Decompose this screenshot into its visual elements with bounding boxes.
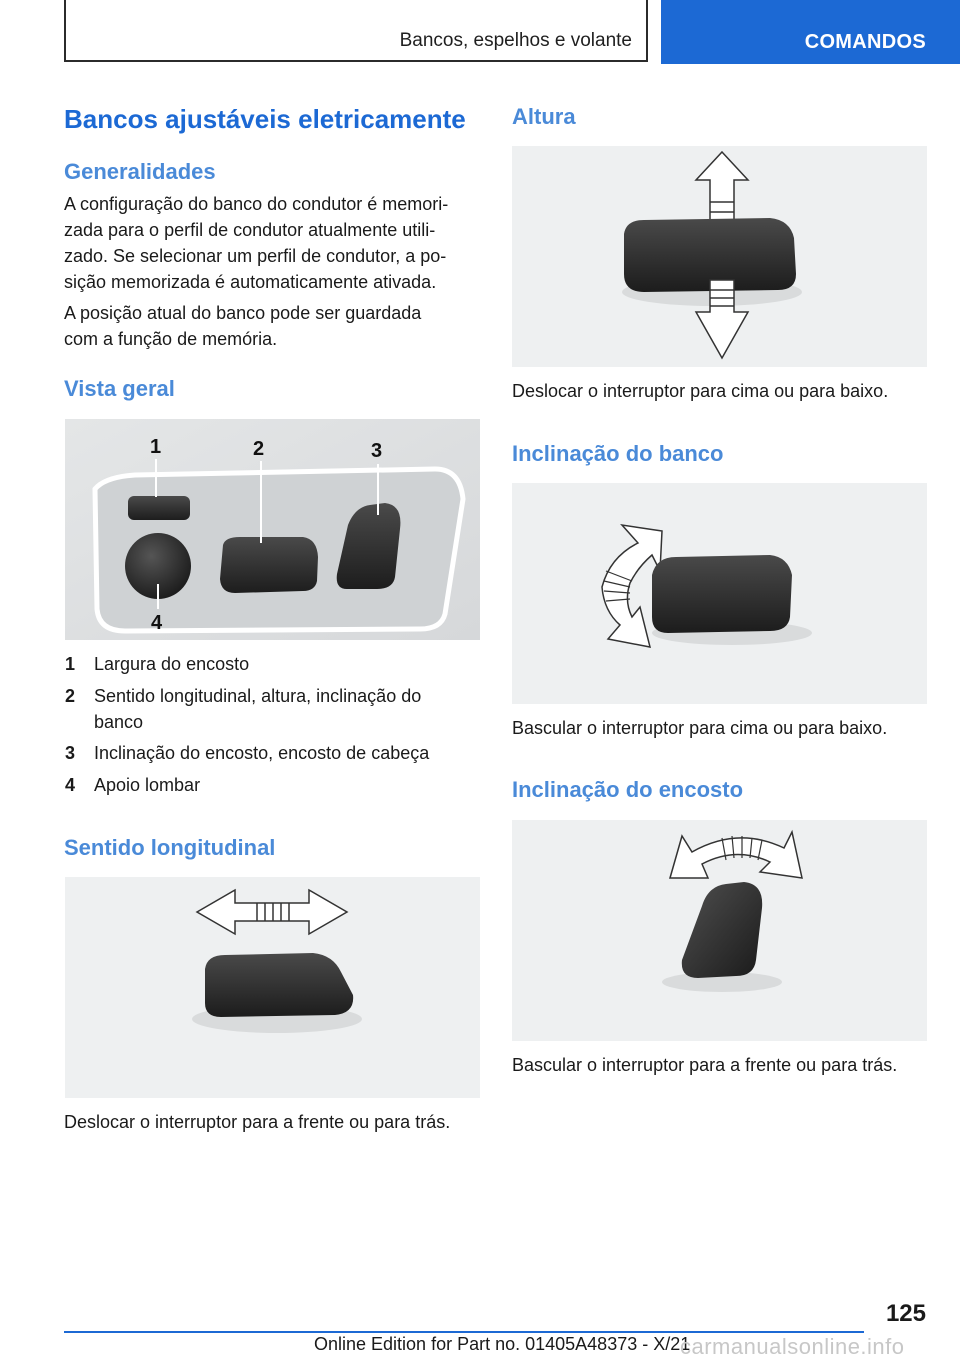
footer-edition: Online Edition for Part no. 01405A48373 - X/21 bbox=[314, 1334, 691, 1354]
legend-item bbox=[65, 772, 465, 798]
caption-longitudinal: Deslocar o interruptor para a frente ou para trás. bbox=[64, 1112, 451, 1132]
height-adjust-image bbox=[512, 146, 927, 367]
callout-2: 2 bbox=[253, 438, 265, 460]
legend-number: 3 bbox=[65, 743, 76, 763]
legend-text: Inclinação do encosto, encosto de cabeça bbox=[94, 743, 430, 763]
legend-text: Largura do encosto bbox=[94, 654, 250, 674]
text-line: banco bbox=[94, 712, 144, 732]
heading-inclinacao-banco: Inclinação do banco bbox=[512, 441, 724, 466]
page-number: 125 bbox=[885, 1300, 926, 1327]
text-line: com a função de memória. bbox=[64, 329, 278, 349]
seat-tilt-image bbox=[512, 483, 927, 704]
caption-height: Deslocar o interruptor para cima ou para baixo. bbox=[512, 381, 889, 401]
footer-divider bbox=[64, 1331, 864, 1333]
legend-item bbox=[65, 683, 465, 735]
callout-1: 1 bbox=[150, 436, 162, 458]
heading-sentido-longitudinal: Sentido longitudinal bbox=[64, 835, 276, 860]
page-title: Bancos ajustáveis eletricamente bbox=[64, 104, 466, 134]
text-line: A configuração do banco do condutor é memori- bbox=[64, 194, 449, 214]
legend-number: 2 bbox=[65, 686, 76, 706]
caption-backrest-tilt: Bascular o interruptor para a frente ou para trás. bbox=[512, 1055, 898, 1075]
legend-text bbox=[94, 683, 421, 735]
backrest-tilt-image bbox=[512, 820, 927, 1041]
heading-inclinacao-encosto: Inclinação do encosto bbox=[512, 777, 744, 802]
text-line: Sentido longitudinal, altura, inclinação do bbox=[94, 686, 422, 706]
paragraph-general-1 bbox=[64, 191, 448, 295]
header-section-title: Bancos, espelhos e volante bbox=[399, 30, 632, 51]
paragraph-general-2 bbox=[64, 300, 421, 352]
text-line: sição memorizada é automaticamente ativada. bbox=[64, 272, 437, 292]
legend-item bbox=[65, 651, 465, 677]
text-line: A posição atual do banco pode ser guardada bbox=[64, 303, 422, 323]
heading-generalidades: Generalidades bbox=[64, 159, 216, 184]
watermark: carmanualsonline.info bbox=[680, 1334, 905, 1359]
heading-altura: Altura bbox=[512, 104, 576, 129]
longitudinal-adjust-image bbox=[65, 877, 480, 1098]
seat-controls-overview-image bbox=[65, 419, 480, 640]
legend-number: 1 bbox=[65, 654, 76, 674]
header-section-box bbox=[64, 0, 648, 62]
backrest-width-button bbox=[128, 496, 190, 520]
callout-4: 4 bbox=[151, 612, 163, 634]
header-chapter-tab bbox=[661, 0, 960, 64]
callout-3: 3 bbox=[371, 440, 383, 462]
legend-text: Apoio lombar bbox=[94, 775, 201, 795]
caption-seat-tilt: Bascular o interruptor para cima ou para baixo. bbox=[512, 718, 888, 738]
seat-adjust-switch bbox=[220, 537, 318, 593]
seat-switch bbox=[652, 555, 792, 633]
header-chapter-title: COMANDOS bbox=[804, 31, 926, 53]
text-line: zada para o perfil de condutor atualmente utili- bbox=[64, 220, 436, 240]
legend-item bbox=[65, 740, 465, 766]
text-line: zado. Se selecionar um perfil de condutor, a po- bbox=[64, 246, 447, 266]
seat-switch bbox=[205, 953, 353, 1017]
heading-vista-geral: Vista geral bbox=[64, 376, 175, 401]
legend-number: 4 bbox=[65, 775, 76, 795]
